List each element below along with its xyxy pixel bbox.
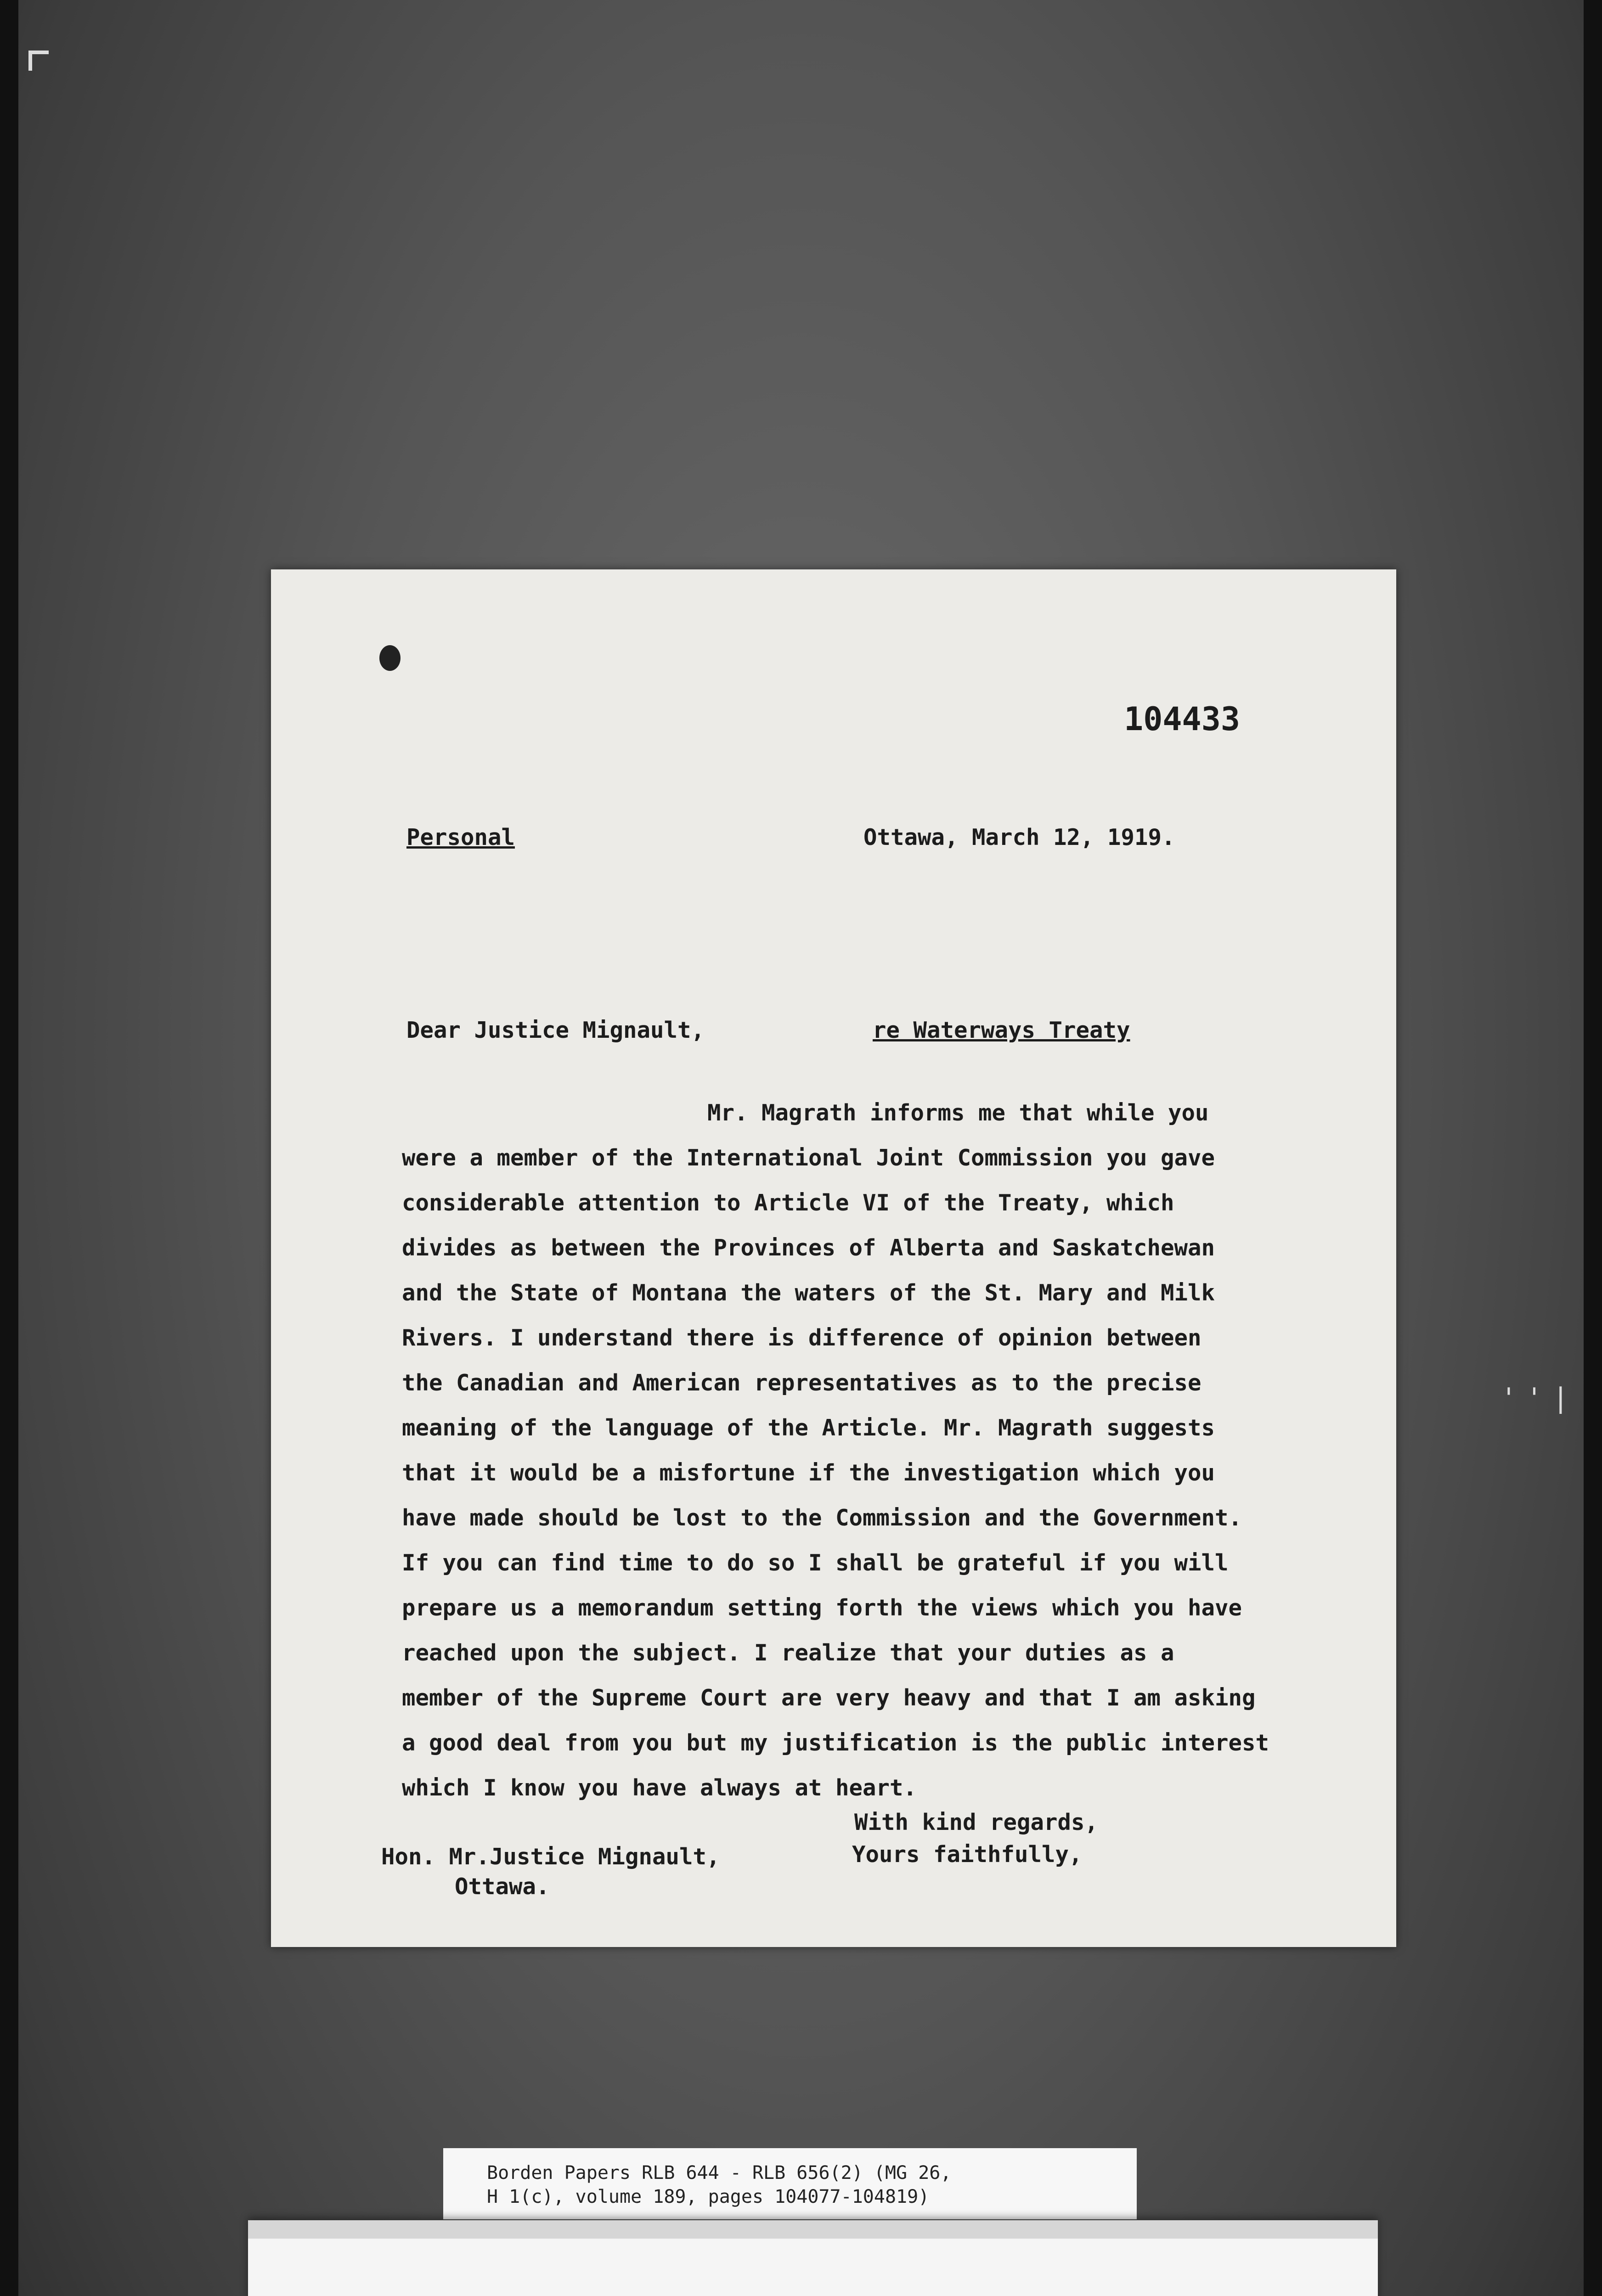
- letter-body: [402, 1091, 1376, 1811]
- punch-hole: [379, 645, 400, 671]
- film-edge-left: [0, 0, 18, 2296]
- label-top-band: [248, 2220, 1378, 2239]
- body-line: Rivers. I understand there is difference of opinion between: [402, 1325, 1202, 1351]
- edge-tick-marks: ' ' |: [1505, 1382, 1570, 1414]
- letter-page: [271, 569, 1396, 1947]
- film-edge-right: [1584, 0, 1602, 2296]
- body-line: member of the Supreme Court are very heavy and that I am asking: [402, 1685, 1256, 1711]
- reference-slip-text: [487, 2161, 951, 2209]
- body-line: Mr. Magrath informs me that while you: [707, 1100, 1209, 1126]
- reference-line-1: Borden Papers RLB 644 - RLB 656(2) (MG 26,: [487, 2162, 952, 2183]
- body-line: and the State of Montana the waters of the St. Mary and Milk: [402, 1280, 1215, 1306]
- body-line: meaning of the language of the Article. Mr. Magrath suggests: [402, 1415, 1215, 1441]
- addressee-city: Ottawa.: [455, 1874, 550, 1900]
- body-line: If you can find time to do so I shall be grateful if you will: [402, 1550, 1229, 1576]
- reference-line-2: H 1(c), volume 189, pages 104077-104819): [487, 2186, 930, 2207]
- addressee-name: Hon. Mr.Justice Mignault,: [381, 1844, 720, 1870]
- corner-registration-mark: [28, 51, 49, 71]
- letter-subject: re Waterways Treaty: [873, 1017, 1130, 1043]
- body-line: divides as between the Provinces of Alberta and Saskatchewan: [402, 1235, 1215, 1261]
- document-number: 104433: [1124, 700, 1240, 738]
- closing-yours: Yours faithfully,: [852, 1841, 1083, 1868]
- body-line: that it would be a misfortune if the investigation which you: [402, 1460, 1215, 1486]
- body-line: reached upon the subject. I realize that your duties as a: [402, 1640, 1174, 1666]
- body-line: prepare us a memorandum setting forth the views which you have: [402, 1595, 1242, 1621]
- body-line: were a member of the International Joint Commission you gave: [402, 1145, 1215, 1171]
- closing-regards: With kind regards,: [854, 1809, 1099, 1835]
- body-line: which I know you have always at heart.: [402, 1775, 917, 1801]
- reference-slip: [443, 2148, 1137, 2219]
- archives-label-card: [248, 2220, 1378, 2296]
- body-line: have made should be lost to the Commission and the Government.: [402, 1505, 1242, 1531]
- letter-heading: Personal: [406, 824, 515, 850]
- letter-dateline: Ottawa, March 12, 1919.: [863, 824, 1175, 850]
- body-line: considerable attention to Article VI of the Treaty, which: [402, 1190, 1174, 1216]
- body-line: a good deal from you but my justification is the public interest: [402, 1730, 1269, 1756]
- letter-salutation: Dear Justice Mignault,: [406, 1017, 705, 1043]
- body-line: the Canadian and American representatives as to the precise: [402, 1370, 1202, 1396]
